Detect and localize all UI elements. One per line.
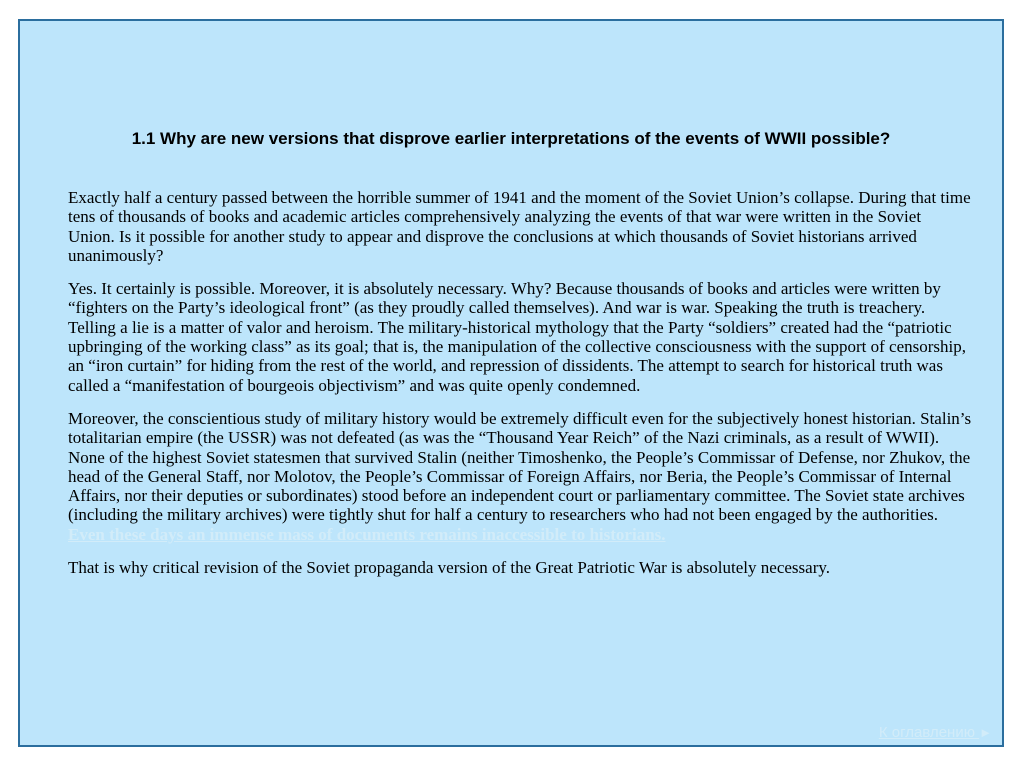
paragraph-4: That is why critical revision of the Soviet propaganda version of the Great Patriotic War is absolutely necessary. <box>68 558 830 578</box>
body-text <box>68 188 972 591</box>
right-arrow-icon: ► <box>979 725 992 740</box>
paragraph-3 <box>68 409 972 544</box>
paragraph-1: Exactly half a century passed between the horrible summer of 1941 and the moment of the Soviet Union’s collapse. During that time tens of thousands of books and academic articles comprehensively analyzing the events of that war were written in the Soviet Union. Is it possible for another study to appear and disprove the conclusions at which thousands of Soviet historians arrived unanimously? <box>68 188 971 265</box>
paragraph-3-text: Moreover, the conscientious study of military history would be extremely difficult even for the subjectively honest historian. Stalin’s totalitarian empire (the USSR) was not defeated (as was the “Thousand Year Reich” of the Nazi criminals, as a result of WWII). None of the highest Soviet statesmen that survived Stalin (neither Timoshenko, the People’s Commissar of Defense, nor Zhukov, the head of the General Staff, nor Molotov, the People’s Commissar of Foreign Affairs, nor Beria, the People’s Commissar of Internal Affairs, nor their deputies or subordinates) stood before an independent court or parliamentary committee. The Soviet state archives (including the military archives) were tightly shut for half a century to researchers who had not been engaged by the authorities. <box>68 408 972 525</box>
paragraph-2: Yes. It certainly is possible. Moreover, it is absolutely necessary. Why? Because thousands of books and articles were written by “fighters on the Party’s ideological front” (as they proudly called themselves). And war is war. Speaking the truth is treachery. Telling a lie is a matter of valor and heroism. The military-historical mythology that the Party “soldiers” created had the “patriotic upbringing of the working class” as its goal; that is, the manipulation of the collective consciousness with the support of censorship, an “iron curtain” for hiding from the rest of the world, and repression of dissidents. The attempt to search for historical truth was called a “manifestation of bourgeois objectivism” and was quite openly condemned. <box>68 279 966 395</box>
highlighted-link[interactable]: Even these days an immense mass of documents remains inaccessible to historians. <box>68 524 666 544</box>
section-title: 1.1 Why are new versions that disprove earlier interpretations of the events of WWII possible? <box>131 129 891 148</box>
toc-link-label: К оглавлению <box>878 724 975 741</box>
table-of-contents-link[interactable] <box>879 724 992 741</box>
slide <box>18 19 1004 747</box>
